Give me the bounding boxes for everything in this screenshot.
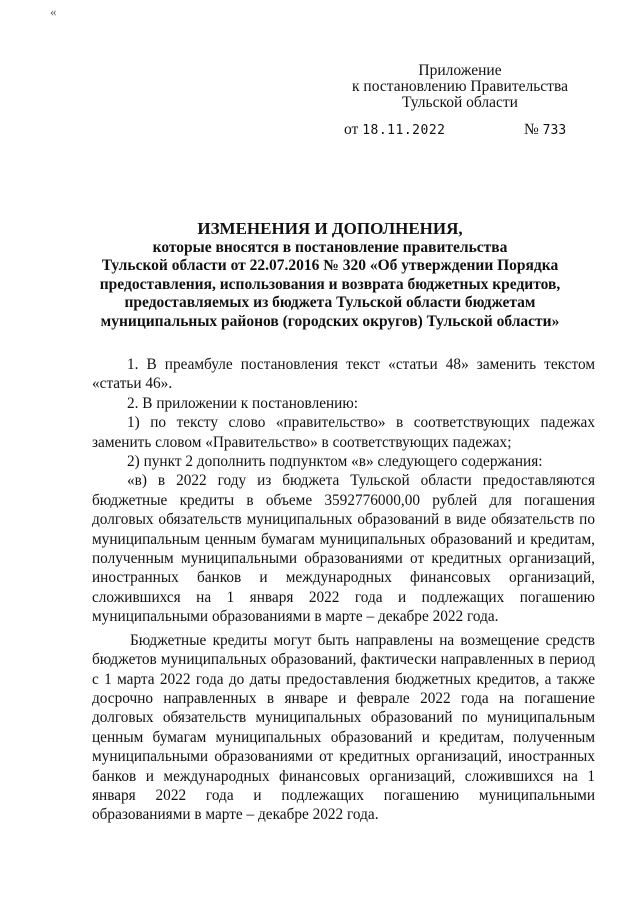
from-label: от	[344, 121, 359, 138]
paragraph-1: 1. В преамбуле постановления текст «статьи 48» заменить текстом «статьи 46».	[92, 356, 595, 393]
appendix-line-1: Приложение	[418, 62, 502, 79]
paragraph-2: 2. В приложении к постановлению:	[127, 394, 359, 412]
title-line-1: которые вносятся в постановление правительства	[152, 238, 508, 256]
document-date: 18.11.2022	[362, 123, 446, 138]
document-number: 733	[542, 123, 567, 138]
document-body	[92, 355, 595, 825]
title-main: ИЗМЕНЕНИЯ И ДОПОЛНЕНИЯ,	[197, 219, 463, 238]
corner-mark: «	[50, 4, 57, 19]
paragraph-4: 2) пункт 2 дополнить подпунктом «в» следующего содержания:	[127, 453, 543, 471]
title-line-3: предоставления, использования и возврата бюджетных кредитов,	[99, 275, 561, 293]
title-line-5: муниципальных районов (городских округов) Тульской области»	[100, 312, 560, 330]
title-line-2: Тульской области от 22.07.2016 № 320 «Об утверждении Порядка	[101, 257, 559, 275]
number-group	[524, 121, 566, 139]
appendix-header	[340, 63, 580, 111]
title-line-4: предоставляемых из бюджета Тульской области бюджетам	[124, 294, 536, 312]
document-date-number	[344, 121, 584, 139]
paragraph-6: Бюджетные кредиты могут быть направлены на возмещение средств бюджетов муниципальных образований, фактически направленных в период с 1 марта 2022 года до даты предоставления бюджетных кредитов, а также досрочно направленных в январе и феврале 2022 года на погашение долговых обязательств муниципальных образований по муниципальным ценным бумагам муниципальных образований и кредитам, полученным муниципальными образованиями от кредитных организаций, иностранных банков и международных финансовых организаций, сложившихся на 1 января 2022 года и подлежащих погашению муниципальными образованиями в марте – декабре 2022 года.	[92, 631, 595, 824]
appendix-line-3: Тульской области	[402, 94, 518, 111]
document-title	[90, 220, 570, 332]
paragraph-3: 1) по тексту слово «правительство» в соответствующих падежах заменить словом «Правительство» в соответствующих падежах;	[92, 414, 595, 451]
number-label: №	[524, 121, 539, 138]
paragraph-5: «в) в 2022 году из бюджета Тульской области предоставляются бюджетные кредиты в объеме 3592776000,00 рублей для погашения долговых обязательств муниципальных образований в виде обязательств по муниципальным ценным бумагам муниципальных образований и кредитам, полученным муниципальными образованиями от кредитных организаций, иностранных банков и международных финансовых организаций, сложившихся на 1 января 2022 года и подлежащих погашению муниципальными образованиями в марте – декабре 2022 года.	[92, 472, 595, 626]
appendix-line-2: к постановлению Правительства	[352, 78, 568, 95]
